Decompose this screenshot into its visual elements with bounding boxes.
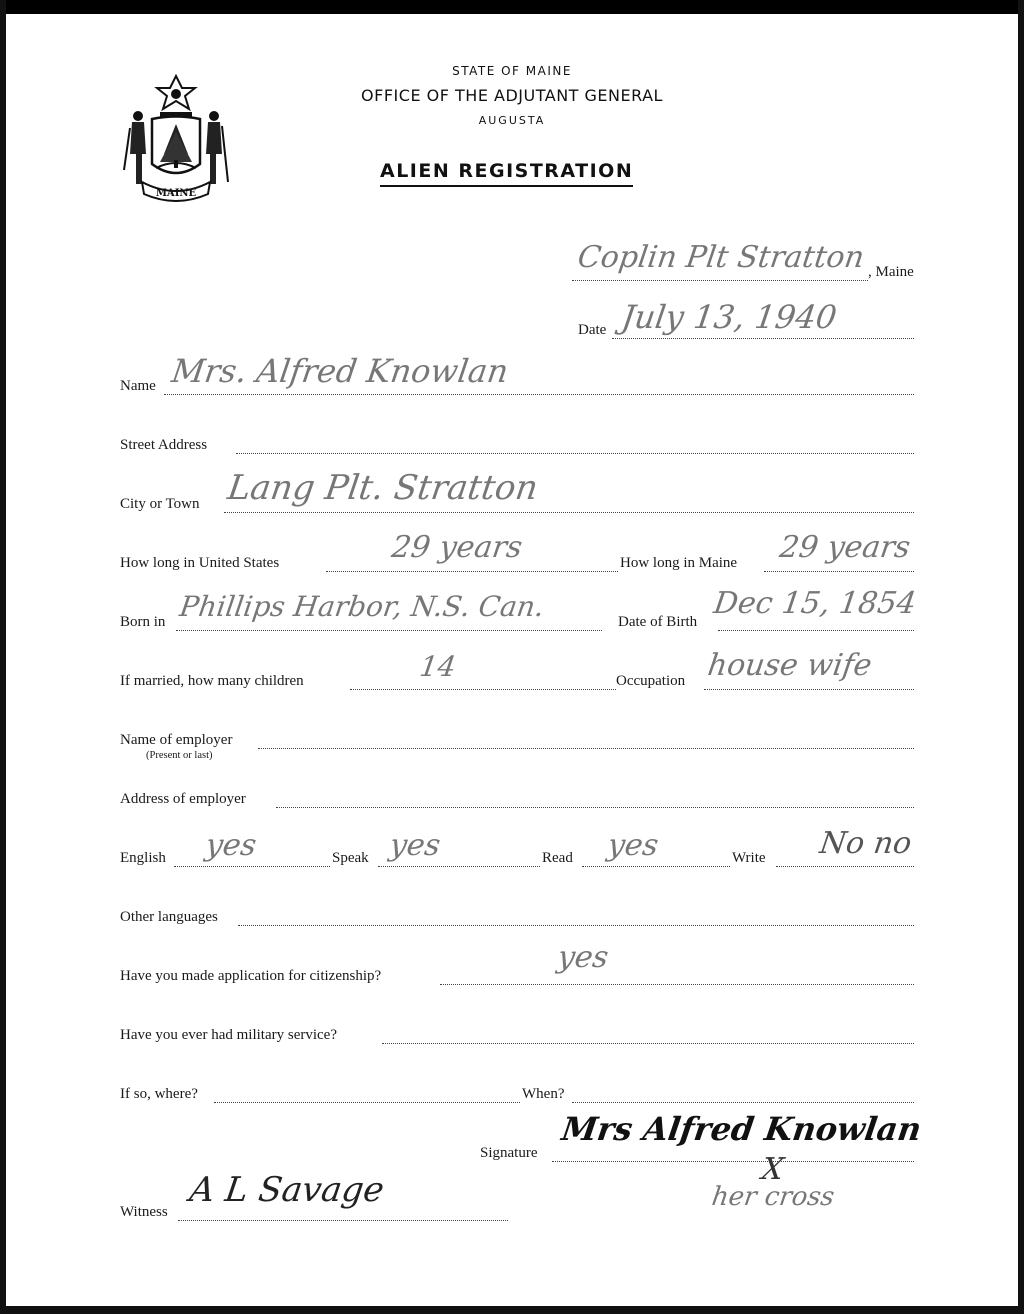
how-long-us-value: 29 years [389, 530, 525, 565]
read-line [582, 866, 730, 867]
english-label: English [120, 850, 166, 866]
occupation-label: Occupation [616, 673, 686, 689]
place-value: Coplin Plt Stratton [575, 240, 867, 275]
english-value: yes [203, 828, 259, 863]
born-in-label: Born in [120, 614, 166, 630]
street-label: Street Address [120, 437, 208, 453]
signature-label: Signature [480, 1145, 538, 1161]
city-label: City or Town [120, 496, 200, 512]
other-languages-line [238, 925, 914, 926]
children-value: 14 [417, 650, 458, 683]
military-label: Have you ever had military service? [120, 1027, 337, 1043]
scan-border-top [0, 0, 1024, 14]
read-label: Read [542, 850, 573, 866]
how-long-maine-value: 29 years [777, 530, 913, 565]
cross-note: her cross [709, 1182, 837, 1212]
children-label: If married, how many children [120, 673, 304, 689]
date-value: July 13, 1940 [619, 298, 840, 336]
born-in-value: Phillips Harbor, N.S. Can. [177, 590, 547, 623]
witness-label: Witness [120, 1204, 168, 1220]
how-long-maine-line [764, 571, 914, 572]
citizenship-line [440, 984, 914, 985]
header-office: OFFICE OF THE ADJUTANT GENERAL [361, 86, 663, 105]
seal-maine-text: MAINE [155, 188, 197, 199]
english-line [174, 866, 330, 867]
occupation-value: house wife [705, 648, 874, 683]
maine-label: , Maine [868, 264, 914, 280]
read-value: yes [605, 828, 661, 863]
citizenship-label: Have you made application for citizenship? [120, 968, 382, 984]
scan-border-bottom [0, 1306, 1024, 1314]
employer-sublabel: (Present or last) [146, 750, 213, 761]
scan-border-right [1018, 0, 1024, 1314]
employer-line [258, 748, 914, 749]
employer-address-line [276, 807, 914, 808]
how-long-maine-label: How long in Maine [620, 555, 738, 571]
employer-label: Name of employer [120, 732, 233, 748]
born-in-line [176, 630, 602, 631]
name-label: Name [120, 378, 156, 394]
cross-mark: X [759, 1152, 786, 1187]
name-line [164, 394, 914, 395]
city-value: Lang Plt. Stratton [225, 468, 541, 508]
city-line [224, 512, 914, 513]
children-line [350, 689, 616, 690]
when-label: When? [522, 1086, 565, 1102]
speak-label: Speak [332, 850, 369, 866]
signature-value: Mrs Alfred Knowlan [559, 1110, 924, 1148]
write-value: No no [817, 826, 914, 861]
write-label: Write [732, 850, 766, 866]
header-city: AUGUSTA [478, 114, 546, 127]
occupation-line [704, 689, 914, 690]
where-line [214, 1102, 520, 1103]
when-line [572, 1102, 914, 1103]
speak-value: yes [387, 828, 443, 863]
other-languages-label: Other languages [120, 909, 218, 925]
employer-address-label: Address of employer [120, 791, 246, 807]
place-line [572, 280, 868, 281]
speak-line [378, 866, 540, 867]
date-of-birth-line [718, 630, 914, 631]
street-line [236, 453, 914, 454]
scan-border-left [0, 0, 6, 1314]
signature-line [552, 1161, 914, 1162]
date-of-birth-value: Dec 15, 1854 [711, 586, 919, 621]
header-state: STATE OF MAINE [452, 64, 572, 78]
name-value: Mrs. Alfred Knowlan [169, 352, 511, 390]
write-line [776, 866, 914, 867]
date-of-birth-label: Date of Birth [618, 614, 698, 630]
witness-value: A L Savage [187, 1170, 387, 1210]
how-long-us-line [326, 571, 618, 572]
where-label: If so, where? [120, 1086, 198, 1102]
form-title: ALIEN REGISTRATION [380, 160, 633, 187]
date-line [612, 338, 914, 339]
military-line [382, 1043, 914, 1044]
how-long-us-label: How long in United States [120, 555, 280, 571]
citizenship-value: yes [555, 940, 611, 975]
date-label: Date [578, 322, 607, 338]
witness-line [178, 1220, 508, 1221]
